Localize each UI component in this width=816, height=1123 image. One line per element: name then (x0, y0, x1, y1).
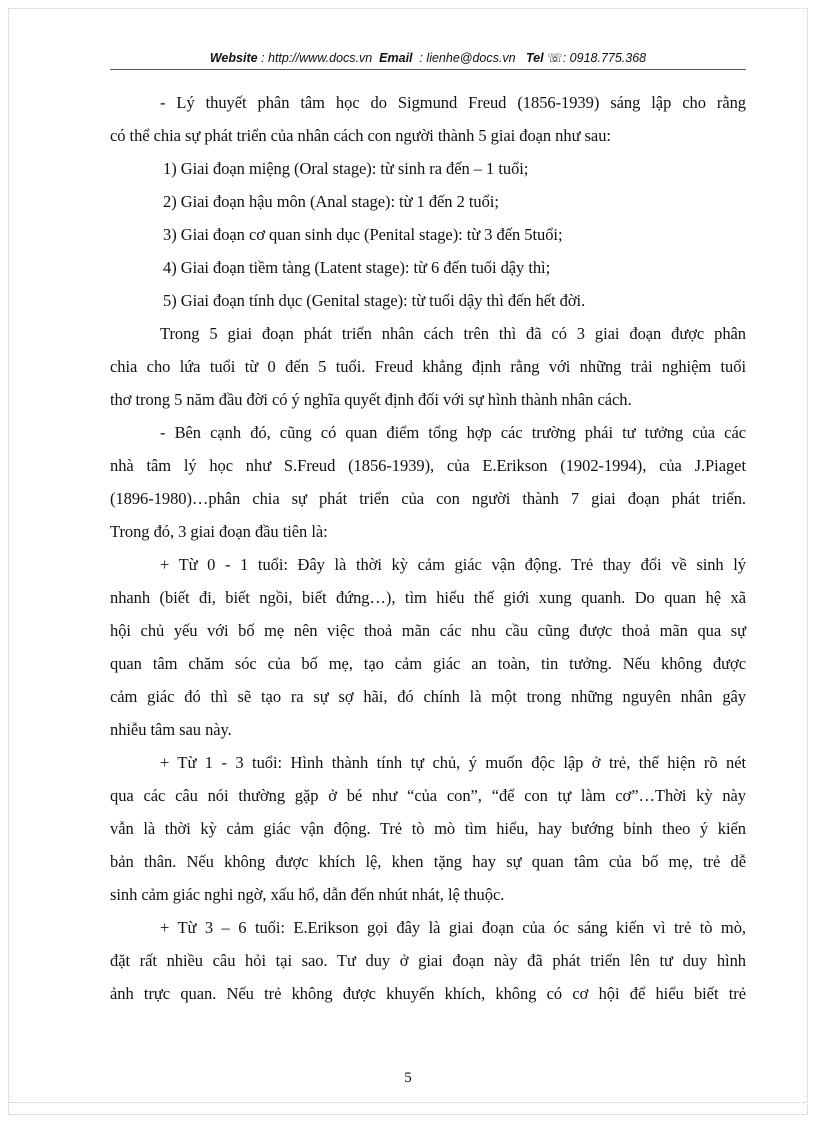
body-line: + Từ 1 - 3 tuổi: Hình thành tính tự chủ, ý muốn độc lập ở trẻ, thể hiện rõ nét (160, 753, 746, 772)
body-line: vẫn là thời kỳ cảm giác vận động. Trẻ tò mò tìm hiểu, hay bướng bỉnh theo ý kiến (110, 819, 746, 838)
footer-rule (8, 1102, 808, 1103)
tel-value: : 0918.775.368 (562, 51, 647, 65)
page-number: 5 (404, 1070, 412, 1086)
page-header (110, 50, 746, 65)
document-body (110, 86, 746, 1010)
list-item: 2) Giai đoạn hậu môn (Anal stage): từ 1 đến 2 tuổi; (163, 192, 499, 211)
list-item: 5) Giai đoạn tính dục (Genital stage): từ tuổi dậy thì đến hết đời. (163, 291, 586, 310)
body-line: qua các câu nói thường gặp ở bé như “của con”, “để con tự làm cơ”…Thời kỳ này (110, 786, 746, 805)
telephone-icon: ☏ (547, 51, 563, 65)
body-line: sinh cảm giác nghi ngờ, xấu hổ, dẫn đến nhút nhát, lệ thuộc. (110, 885, 505, 904)
body-line: chia cho lứa tuổi từ 0 đến 5 tuổi. Freud khẳng định rằng với những trải nghiệm tuổi (110, 357, 746, 376)
body-line: có thể chia sự phát triển của nhân cách con người thành 5 giai đoạn như sau: (110, 126, 611, 145)
body-line: ảnh trực quan. Nếu trẻ không được khuyến khích, không có cơ hội để hiểu biết trẻ (110, 984, 746, 1003)
email-label: Email (379, 51, 413, 65)
body-line: bản thân. Nếu không được khích lệ, khen tặng hay sự quan tâm của bố mẹ, trẻ dễ (110, 852, 746, 871)
body-line: - Lý thuyết phân tâm học do Sigmund Freud (1856-1939) sáng lập cho rằng (160, 93, 746, 112)
email-value: : lienhe@docs.vn (419, 51, 516, 65)
body-line: (1896-1980)…phân chia sự phát triển của con người thành 7 giai đoạn phát triển. (110, 489, 746, 508)
body-line: nhà tâm lý học như S.Freud (1856-1939), của E.Erikson (1902-1994), của J.Piaget (110, 456, 746, 475)
body-line: + Từ 3 – 6 tuổi: E.Erikson gọi đây là giai đoạn của óc sáng kiến vì trẻ tò mò, (160, 918, 746, 937)
body-line: nhanh (biết đi, biết ngồi, biết đứng…), tìm hiểu thế giới xung quanh. Do quan hệ xã (110, 588, 746, 607)
body-line: Trong đó, 3 giai đoạn đầu tiên là: (110, 522, 328, 541)
body-line: thơ trong 5 năm đầu đời có ý nghĩa quyết định đối với sự hình thành nhân cách. (110, 390, 632, 409)
body-line: hội chủ yếu với bố mẹ nên việc thoả mãn các nhu cầu cũng được thoả mãn qua sự (110, 621, 746, 640)
body-line: nhiễu tâm sau này. (110, 720, 232, 739)
list-item: 1) Giai đoạn miệng (Oral stage): từ sinh ra đến – 1 tuổi; (163, 159, 529, 178)
tel-label: Tel (525, 51, 544, 65)
body-line: Trong 5 giai đoạn phát triển nhân cách trên thì đã có 3 giai đoạn được phân (160, 324, 746, 343)
list-item: 3) Giai đoạn cơ quan sinh dục (Penital stage): từ 3 đến 5tuổi; (163, 225, 563, 244)
body-line: đặt rất nhiều câu hỏi tại sao. Tư duy ở giai đoạn này đã phát triển lên tư duy hình (110, 951, 746, 970)
header-rule (110, 69, 746, 70)
website-value: : http://www.docs.vn (261, 51, 373, 65)
list-item: 4) Giai đoạn tiềm tàng (Latent stage): từ 6 đến tuổi dậy thì; (163, 258, 551, 277)
body-line: cảm giác đó thì sẽ tạo ra sự sợ hãi, đó chính là một trong những nguyên nhân gây (110, 687, 746, 706)
body-line: - Bên cạnh đó, cũng có quan điểm tổng hợp các trường phái tư tưởng của các (160, 423, 746, 442)
website-label: Website (209, 51, 258, 65)
body-line: + Từ 0 - 1 tuổi: Đây là thời kỳ cảm giác vận động. Trẻ thay đổi về sinh lý (160, 555, 746, 574)
body-line: quan tâm chăm sóc của bố mẹ, tạo cảm giác an toàn, tin tưởng. Nếu không được (110, 654, 746, 673)
